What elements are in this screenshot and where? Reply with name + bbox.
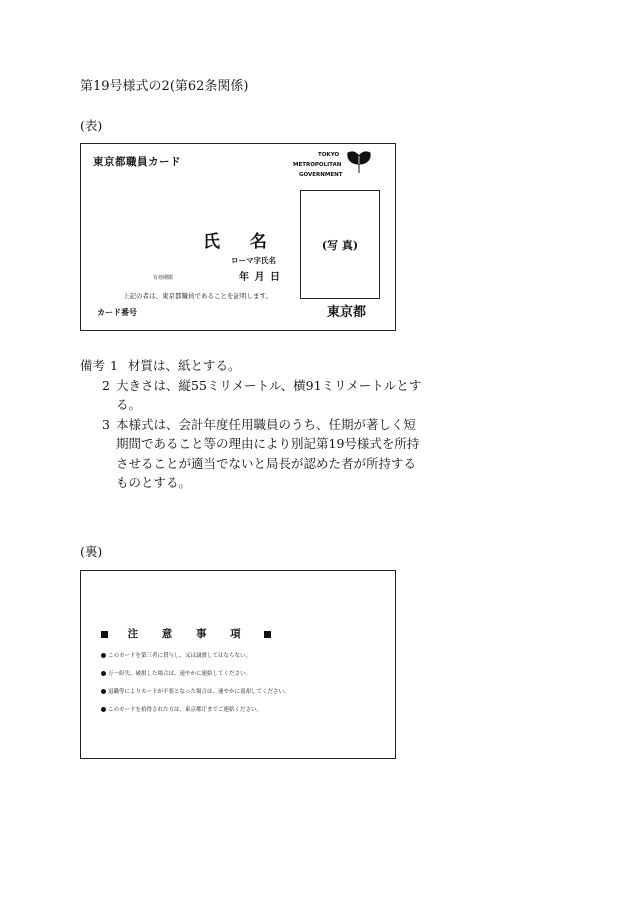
id-card-front — [80, 143, 396, 331]
remark-line: ものとする。 — [116, 475, 192, 490]
square-bullet-icon — [101, 631, 108, 638]
card-title: 東京都職員カード — [93, 156, 181, 168]
remark-item — [80, 415, 420, 493]
remark-line: 材質は、紙とする。 — [128, 358, 241, 373]
remark-line: させることが適当でないと局長が認めた者が所持する — [116, 455, 417, 471]
remarks-heading: 備考 — [80, 358, 106, 373]
name-label: 氏 名 — [203, 232, 279, 252]
romaji-name-label: ローマ字氏名 — [231, 256, 276, 265]
ginkgo-leaf-icon — [346, 150, 372, 174]
remark-number: 2 — [102, 377, 110, 393]
form-title: 第19号様式の2(第62条関係) — [80, 79, 249, 94]
front-section-label: (表) — [80, 118, 103, 133]
bullet-icon — [101, 707, 106, 712]
notice-item: 万一紛失、破損した場合は、速やかに連絡してください。 — [101, 671, 251, 678]
remark-item — [80, 376, 422, 415]
id-card-back — [80, 570, 396, 759]
remark-line: る。 — [116, 397, 142, 412]
issuer-label: 東京都 — [327, 305, 367, 320]
gov-logo-line2: METROPOLITAN — [293, 162, 342, 168]
bullet-icon — [101, 671, 106, 676]
bullet-icon — [101, 653, 106, 658]
gov-logo-line1: TOKYO — [318, 152, 340, 158]
photo-frame — [300, 190, 380, 299]
certification-text: 上記の者は、東京都職員であることを証明します。 — [123, 292, 272, 300]
notice-item: このカードを拾得された方は、東京都庁までご連絡ください。 — [101, 707, 262, 714]
remark-number: 3 — [102, 416, 110, 432]
bullet-icon — [101, 689, 106, 694]
remark-line: 期間であること等の理由により別記第19号様式を所持 — [116, 436, 420, 451]
gov-logo-line3: GOVERNMENT — [299, 172, 343, 178]
square-bullet-icon — [264, 631, 271, 638]
expiry-label: 有効期限 — [153, 275, 174, 281]
photo-label: (写 真) — [321, 239, 359, 252]
notice-heading: 注 意 事 項 — [127, 628, 251, 640]
notice-item: 退職等によりカードが不要となった場合は、速やかに返却してください。 — [101, 689, 290, 696]
remark-line: 本様式は、会計年度任用職員のうち、任期が著しく短 — [116, 416, 417, 432]
notice-heading-row — [101, 629, 271, 640]
back-section-label: (裏) — [80, 544, 103, 559]
remark-item — [80, 356, 410, 376]
remark-line: 大きさは、縦55ミリメートル、横91ミリメートルとす — [116, 377, 422, 393]
remark-number: 1 — [110, 358, 118, 373]
remarks-section — [80, 356, 422, 493]
card-number-label: カード番号 — [97, 307, 137, 317]
expiry-date-label: 年 月 日 — [239, 272, 281, 283]
notice-item: このカードを第三者に貸与し、又は譲渡してはならない。 — [101, 653, 251, 660]
